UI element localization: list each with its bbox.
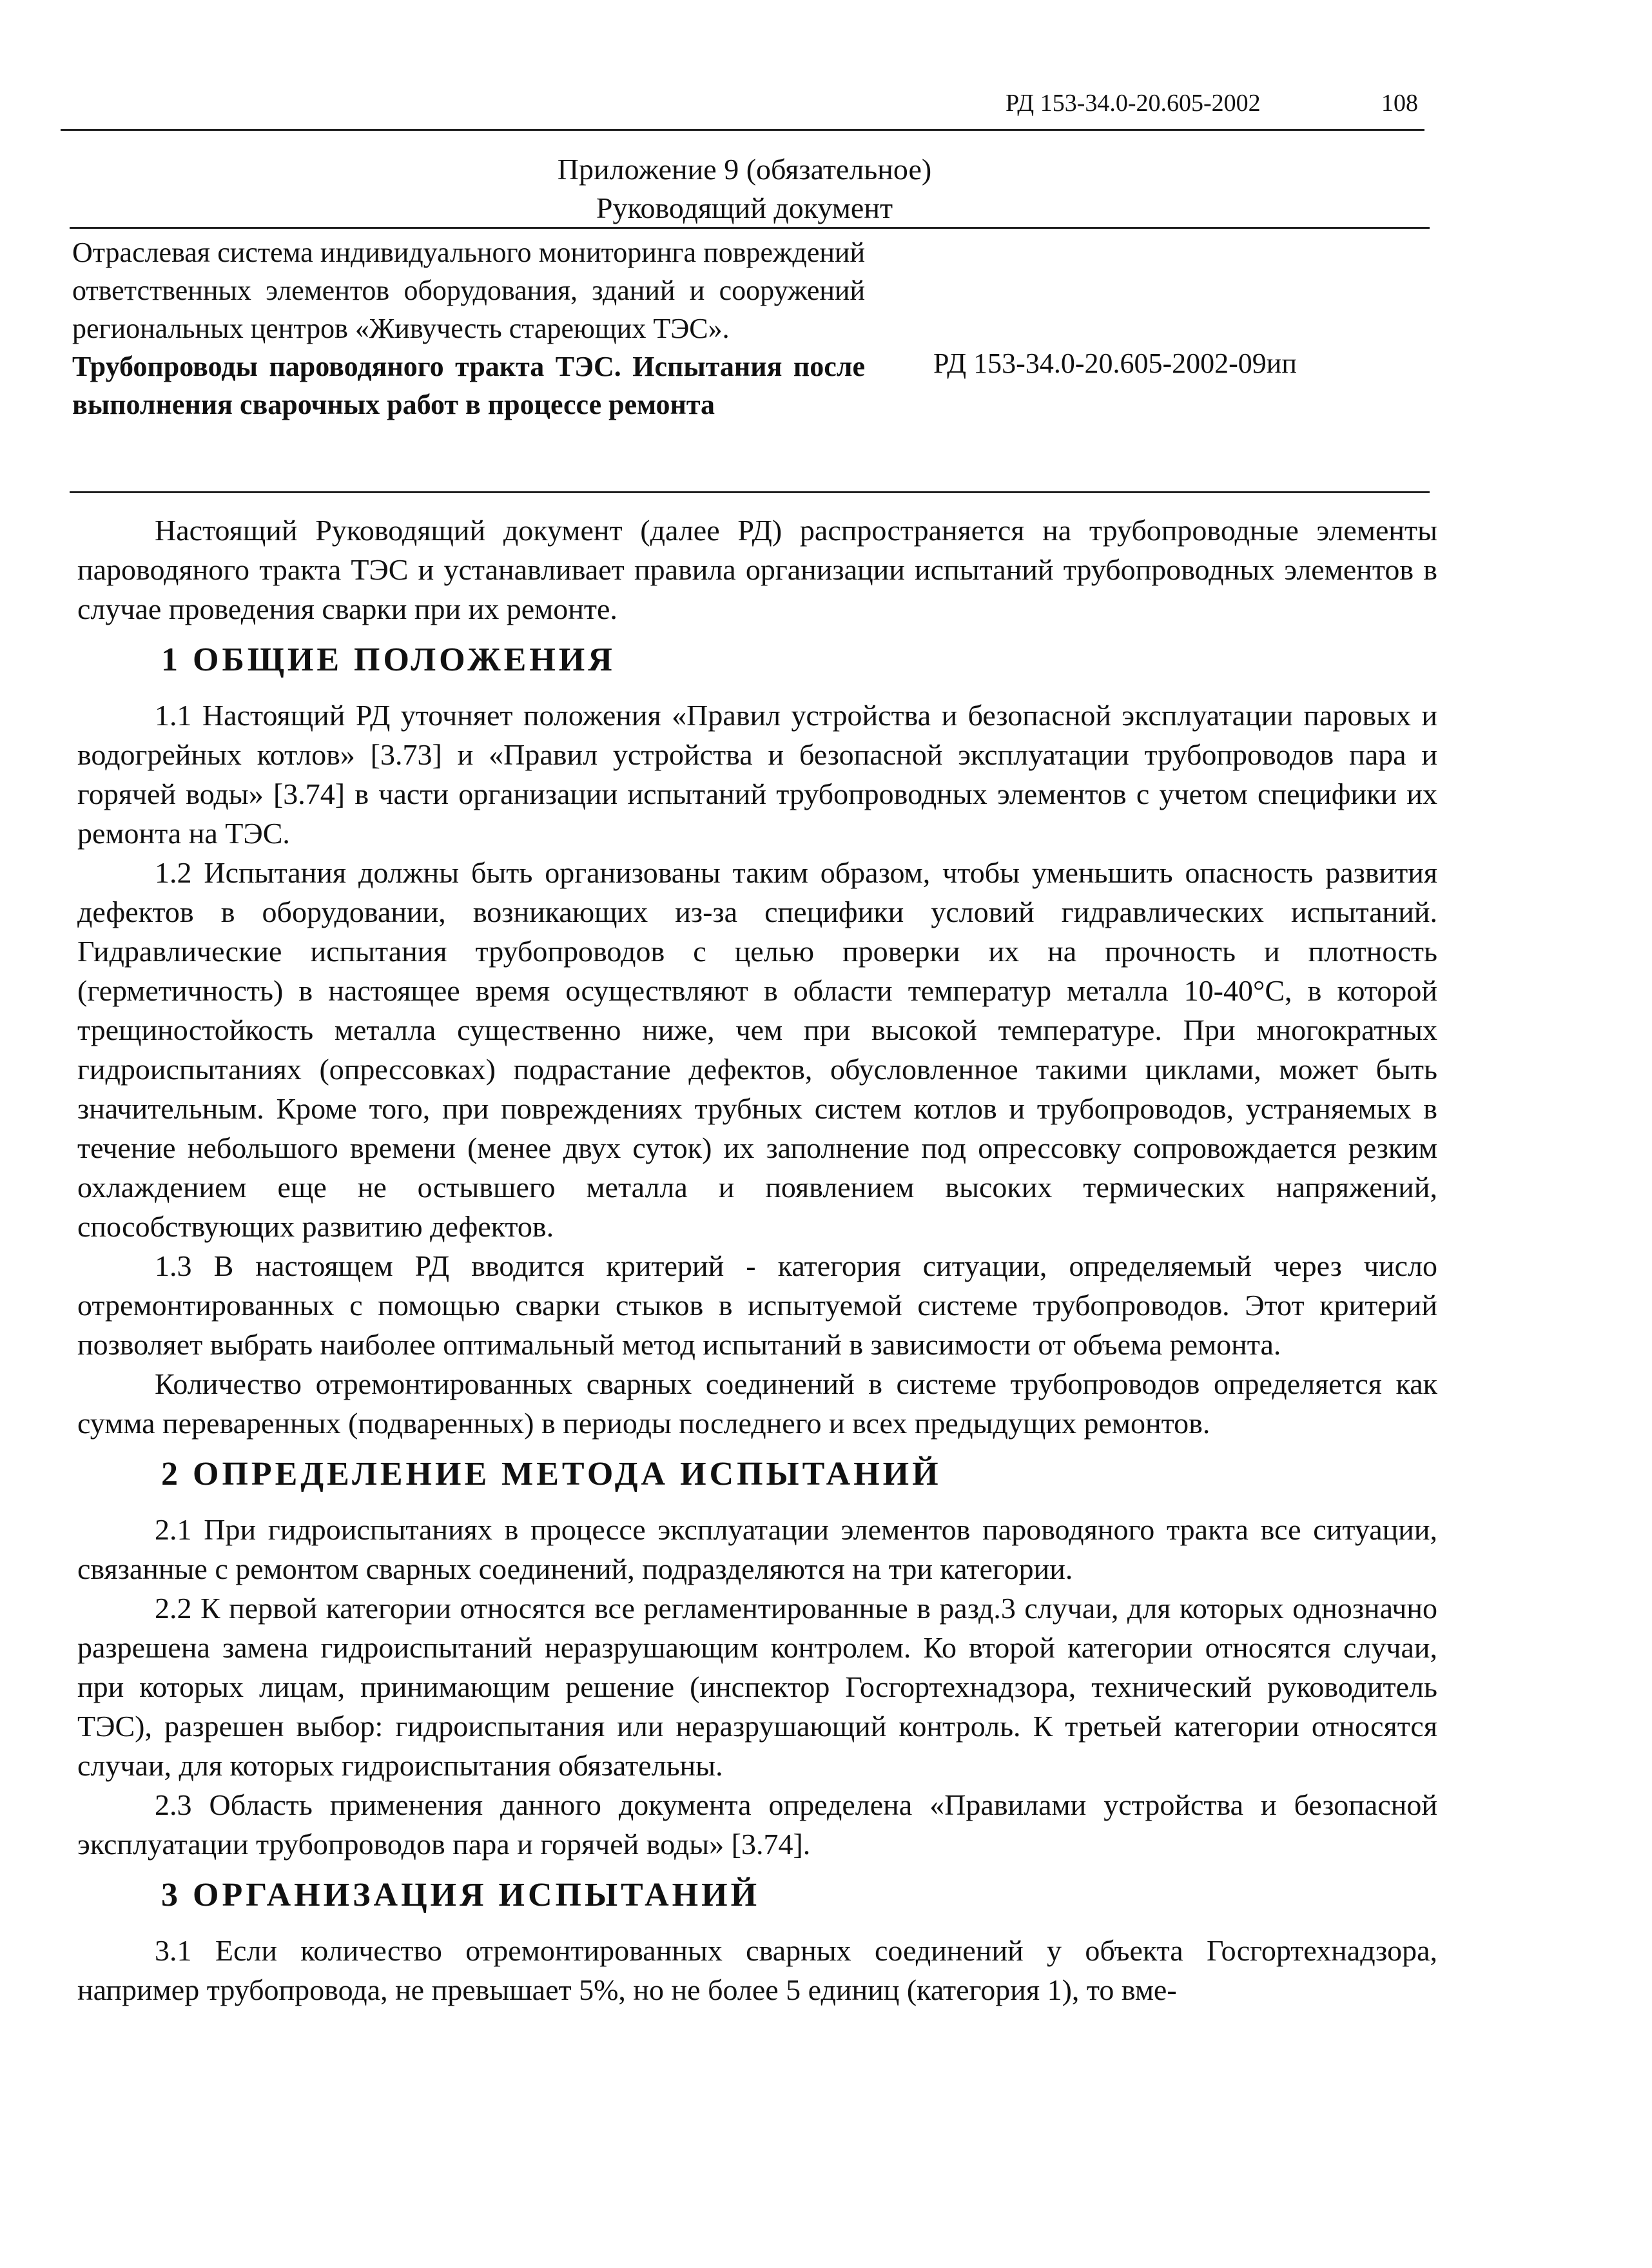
section-1-heading: 1 ОБЩИЕ ПОЛОЖЕНИЯ (161, 641, 616, 678)
paragraph-1-1: 1.1 Настоящий РД уточняет положения «Правил устройства и безопасной эксплуатации паровых и водогрейных котлов» [3.73] и «Правил устройства и безопасной эксплуатации трубопроводов пара и горячей воды» [3.74] в части организации испытаний трубопроводных элементов с учетом специфики их ремонта на ТЭС. (77, 699, 1437, 850)
header-doc-code: РД 153-34.0-20.605-2002 (1006, 90, 1261, 117)
block-rule (70, 491, 1430, 493)
appendix-rule (70, 227, 1430, 229)
paragraph-2-2: 2.2 К первой категории относятся все регламентированные в разд.3 случаи, для которых однозначно разрешена замена гидроиспытаний неразрушающим контролем. Ко второй категории относятся случаи, при которых лицам, принимающим решение (инспектор Госгортехнадзора, технический руководитель ТЭС), разрешен выбор: гидроиспытания или неразрушающий контроль. К третьей категории относятся случаи, для которых гидроиспытания обязательны. (77, 1592, 1437, 1782)
header-page-number: 108 (1381, 90, 1418, 117)
running-header (1006, 89, 1418, 117)
paragraph-1-3: 1.3 В настоящем РД вводится критерий - категория ситуации, определяемый через число отремонтированных с помощью сварки стыков в испытуемой системе трубопроводов. Этот критерий позволяет выбрать наиболее оптимальный метод испытаний в зависимости от объема ремонта. (77, 1249, 1437, 1361)
appendix-subtitle: Руководящий документ (596, 191, 893, 224)
paragraph-2-3: 2.3 Область применения данного документа определена «Правилами устройства и безопасной эксплуатации трубопроводов пара и горячей воды» [3.74]. (77, 1788, 1437, 1861)
paragraph-1-3-cont: Количество отремонтированных сварных соединений в системе трубопроводов определяется как сумма переваренных (подваренных) в периоды последнего и всех предыдущих ремонтов. (77, 1367, 1437, 1440)
document-body (77, 511, 1437, 2009)
doc-title-block (72, 233, 865, 424)
paragraph-2-1: 2.1 При гидроиспытаниях в процессе эксплуатации элементов пароводяного тракта все ситуации, связанные с ремонтом сварных соединений, подразделяются на три категории. (77, 1513, 1437, 1585)
doc-number: РД 153-34.0-20.605-2002-09ип (933, 347, 1297, 379)
appendix-title: Приложение 9 (обязательное) (557, 153, 932, 186)
section-3-heading: 3 ОРГАНИЗАЦИЯ ИСПЫТАНИЙ (161, 1877, 761, 1913)
paragraph-1-2: 1.2 Испытания должны быть организованы таким образом, чтобы уменьшить опасность развития дефектов в оборудовании, возникающих из-за специфики условий гидравлических испытаний. Гидравлические испытания трубопроводов с целью проверки их на прочность и плотность (герметичность) в настоящее время осуществляют в области температур металла 10-40°С, в которой трещиностойкость металла существенно ниже, чем при высокой температуре. При многократных гидроиспытаниях (опрессовках) подрастание дефектов, обусловленное такими циклами, может быть значительным. Кроме того, при повреждениях трубных систем котлов и трубопроводов, устраняемых в течение небольшого времени (менее двух суток) их заполнение под опрессовку сопровождается резким охлаждением еще не остывшего металла и появлением высоких термических напряжений, способствующих развитию дефектов. (77, 856, 1437, 1243)
doc-bold-title: Трубопроводы пароводяного тракта ТЭС. Испытания после выполнения сварочных работ в процессе ремонта (72, 351, 865, 420)
system-text: Отраслевая система индивидуального мониторинга повреждений ответственных элементов оборудования, зданий и сооружений региональных центров «Живучесть стареющих ТЭС». (72, 237, 865, 344)
section-2-heading: 2 ОПРЕДЕЛЕНИЕ МЕТОДА ИСПЫТАНИЙ (161, 1456, 942, 1492)
paragraph-3-1: 3.1 Если количество отремонтированных сварных соединений у объекта Госгортехнадзора, например трубопровода, не превышает 5%, но не более 5 единиц (категория 1), то вме- (77, 1934, 1437, 2006)
header-rule (61, 129, 1424, 131)
intro-paragraph: Настоящий Руководящий документ (далее РД) распространяется на трубопроводные элементы пароводяного тракта ТЭС и устанавливает правила организации испытаний трубопроводных элементов в случае проведения сварки при их ремонте. (77, 514, 1437, 625)
